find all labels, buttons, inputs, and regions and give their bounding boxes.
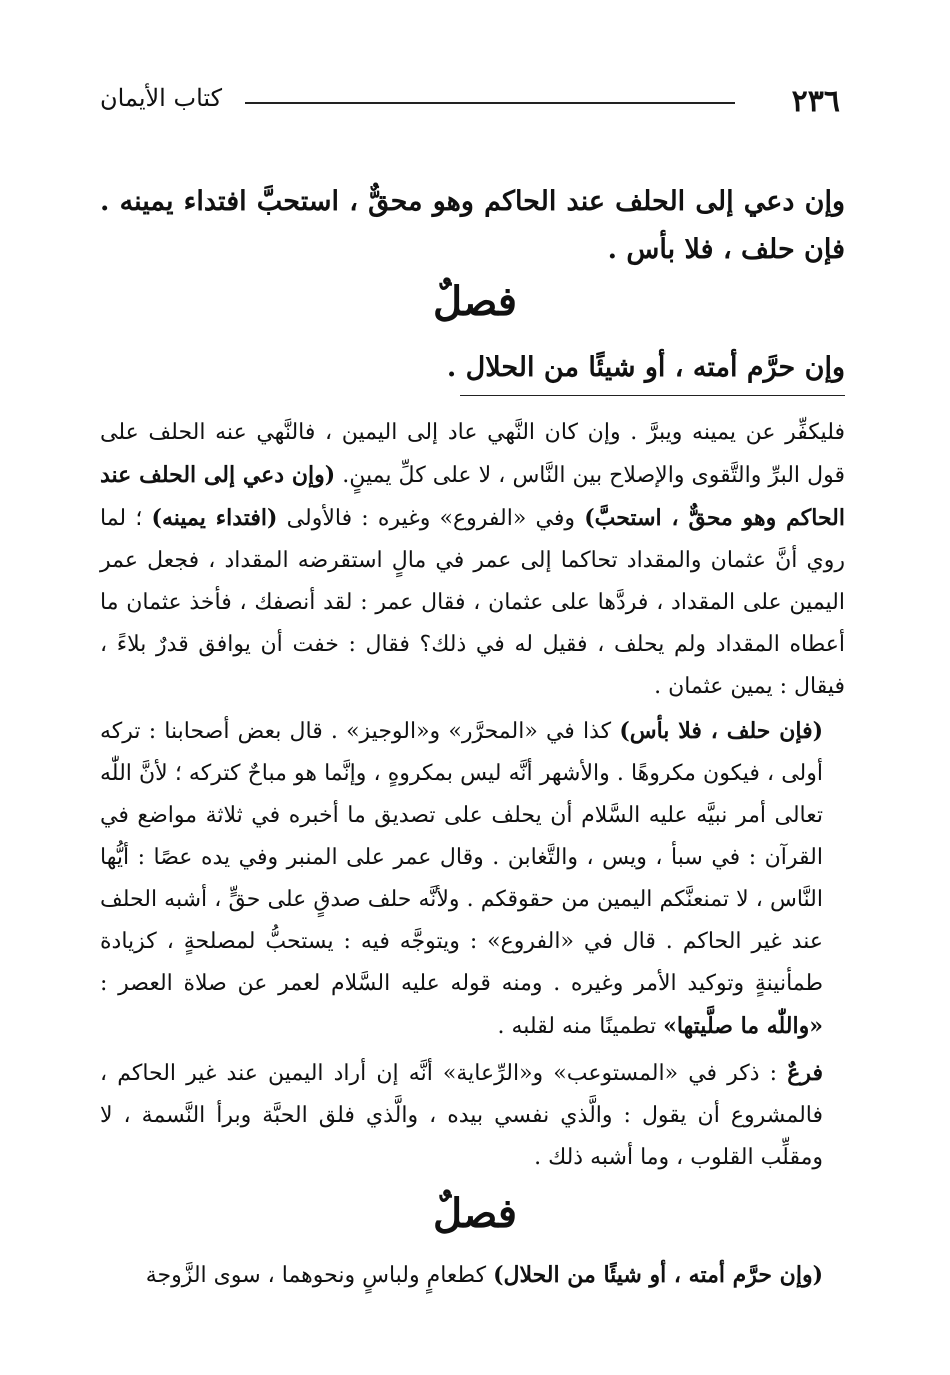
quoted-matn: (وإن دعي إلى الحلف عند الحاكم وهو محقٌّ ، استحبَّ): [100, 462, 845, 531]
commentary-text: تطمينًا منه لقلبه .: [497, 1014, 664, 1039]
section-heading-1: فصلٌ: [432, 278, 518, 325]
running-title: كتاب الأيمان: [100, 84, 223, 112]
commentary-text: كطعامٍ ولباسٍ ونحوهما ، سوى الزَّوجة: [145, 1263, 494, 1288]
page-number: ٢٣٦: [791, 84, 840, 119]
commentary-text: : ذكر في «المستوعب» و«الرِّعاية» أنَّه إن أراد اليمين عند غير الحاكم ، فالمشروع أن يقول : والَّذي نفسي بيده ، والَّذي فلق الحبَّة وبرأ النَّسمة ، لا ومقلِّب القلوب ، وما أشبه ذلك .: [100, 1061, 823, 1170]
quoted-matn: (وإن حرَّم أمته ، أو شيئًا من الحلال): [493, 1262, 823, 1288]
quoted-hadith: «واللّٰه ما صلَّيتها»: [663, 1013, 823, 1039]
far-label: فرعٌ: [787, 1060, 823, 1086]
quoted-matn: (فإن حلف ، فلا بأس): [619, 718, 823, 744]
page-header: [100, 80, 840, 120]
section-heading-2: فصلٌ: [432, 1190, 518, 1237]
header-rule: [245, 102, 735, 104]
commentary-paragraph-4: [100, 1254, 845, 1297]
matn-text-top: وإن دعي إلى الحلف عند الحاكم وهو محقٌّ ، استحبَّ افتداء يمينه . فإن حلف ، فلا بأس .: [100, 186, 845, 265]
quoted-matn: (افتداء يمينه): [151, 505, 278, 531]
commentary-paragraph-3: [100, 1052, 845, 1179]
matn-text-section-1: وإن حرَّم أمته ، أو شيئًا من الحلال .: [446, 352, 845, 383]
commentary-paragraph-2: [100, 710, 845, 1048]
commentary-text: فليكفِّر عن يمينه ويبرَّ . وإن كان النَّهي عاد إلى اليمين ، فالنَّهي عنه الحلف على قول البرِّ والتَّقوى والإصلاح بين النَّاس ، لا على كلِّ يمينٍ.: [100, 420, 845, 488]
matn-divider-rule: [460, 395, 845, 396]
commentary-text: ؛ لما روي أنَّ عثمان والمقداد تحاكما إلى عمر في مالٍ استقرضه المقداد ، فجعل عمر اليمين على المقداد ، فردَّها على عثمان ، فقال عمر : لقد أنصفك ، فأخذ عثمان ما أعطاه المقداد ولم يحلف ، فقيل له في ذلك؟ فقال : خفت أن يوافق قدرٌ بلاءً ، فيقال : يمين عثمان .: [100, 506, 845, 699]
commentary-text: كذا في «المحرَّر» و«الوجيز» . قال بعض أصحابنا : تركه أولى ، فيكون مكروهًا . والأشهر أنَّه ليس بمكروهٍ ، وإنَّما هو مباحٌ كتركه ؛ لأنَّ اللّٰه تعالى أمر نبيَّه عليه السَّلام أن يحلف على تصديق ما أخبره في ثلاثة مواضع في القرآن : في سبأ ، ويس ، والتَّغابن . وقال عمر على المنبر وفي يده عصًا : أيُّها النَّاس ، لا تمنعنَّكم اليمين من حقوقكم . ولأنَّه حلف صدقٍ على حقٍّ ، أشبه الحلف عند غير الحاكم . قال في «الفروع» : ويتوجَّه فيه : يستحبُّ لمصلحةٍ ، كزيادة طمأنينةٍ وتوكيد الأمر وغيره . ومنه قوله عليه السَّلام لعمر عن صلاة العصر :: [100, 719, 823, 996]
commentary-paragraph-1: [100, 412, 845, 708]
commentary-text: وفي «الفروع» وغيره : فالأولى: [277, 506, 585, 531]
